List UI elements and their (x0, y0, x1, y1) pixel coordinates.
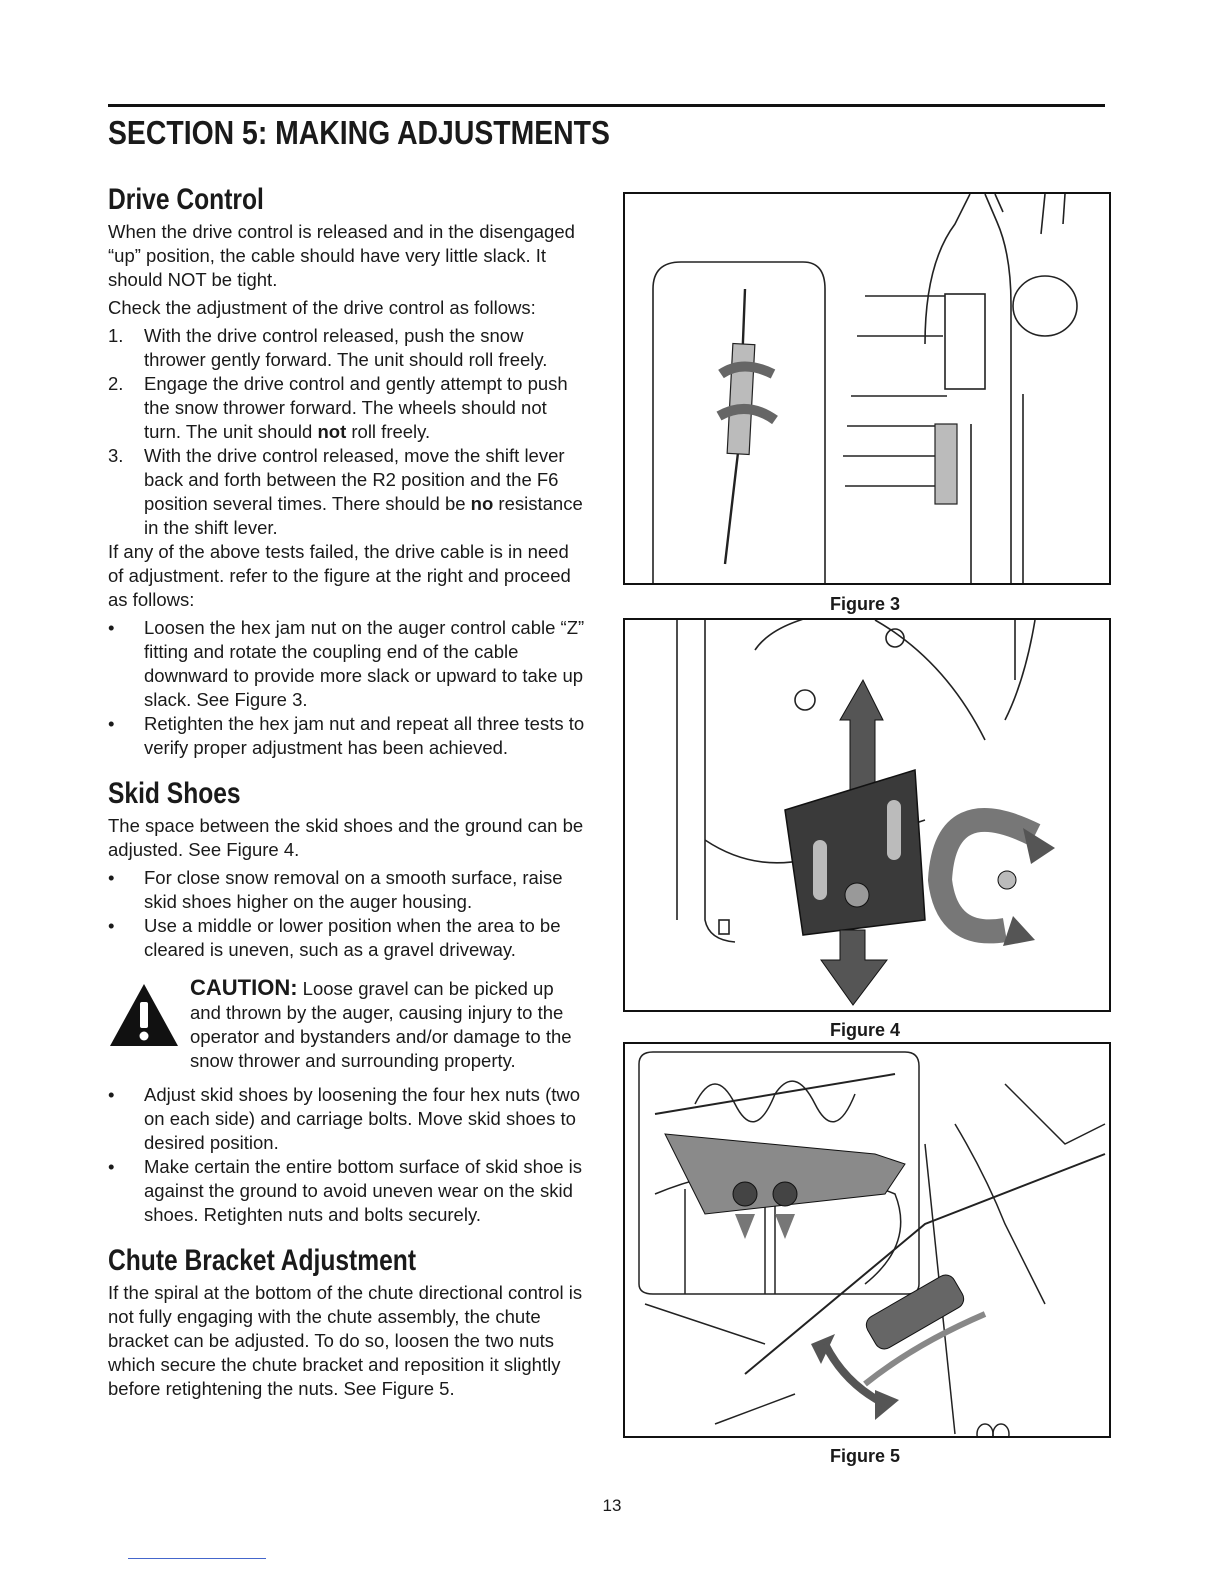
bullet-item: • For close snow removal on a smooth surface, raise skid shoes higher on the auger housing. (108, 867, 563, 912)
page-number: 13 (602, 1496, 622, 1515)
step-item: 2. Engage the drive control and gently attempt to push the snow thrower forward. The wheels should not turn. The unit should not roll freely. (108, 373, 568, 442)
figure-4-image (623, 618, 1111, 1012)
caution-block (108, 976, 586, 1073)
skid-shoes-heading: Skid Shoes (108, 777, 241, 810)
bullet-item: • Retighten the hex jam nut and repeat all three tests to verify proper adjustment has been achieved. (108, 713, 585, 758)
section-title: SECTION 5: MAKING ADJUSTMENTS (108, 114, 610, 151)
drive-control-heading: Drive Control (108, 183, 264, 216)
drive-cable-illustration (625, 194, 1109, 583)
top-rule (108, 104, 1105, 107)
figure-3-caption: Figure 3 (829, 594, 900, 614)
caution-text: Loose gravel can be picked up and thrown by the auger, causing injury to the operator and bystanders and/or damage to the snow thrower and surrounding property. (190, 978, 572, 1071)
bullet-item: • Use a middle or lower position when the area to be cleared is uneven, such as a gravel driveway. (108, 915, 561, 960)
drive-control-failed: If any of the above tests failed, the drive cable is in need of adjustment. refer to the figure at the right and proceed as follows: (108, 541, 571, 610)
drive-control-bullets (108, 616, 586, 760)
drive-control-intro: When the drive control is released and in the disengaged “up” position, the cable should have very little slack. It should NOT be tight. (108, 221, 575, 290)
warning-triangle-icon (108, 982, 180, 1048)
skid-shoe-illustration (625, 620, 1109, 1010)
step-item: 1. With the drive control released, push the snow thrower gently forward. The unit should roll freely. (108, 325, 548, 370)
bullet-item: • Adjust skid shoes by loosening the four hex nuts (two on each side) and carriage bolts. Move skid shoes to desired position. (108, 1084, 581, 1153)
chute-bracket-text: If the spiral at the bottom of the chute directional control is not fully engaging with the chute assembly, the chute bracket can be adjusted. To do so, loosen the two nuts which secure the chute bracket and reposition it slightly before retightening the nuts. See Figure 5. (108, 1282, 583, 1399)
step-item: 3. With the drive control released, move the shift lever back and forth between the R2 position and the F6 position several times. There should be no resistance in the shift lever. (108, 445, 583, 538)
bullet-item: • Make certain the entire bottom surface of skid shoe is against the ground to avoid uneven wear on the skid shoes. Retighten nuts and bolts securely. (108, 1156, 583, 1225)
skid-shoes-bullets-2 (108, 1083, 586, 1227)
figure-5-caption: Figure 5 (829, 1446, 900, 1466)
drive-control-steps (108, 324, 586, 540)
bullet-item: • Loosen the hex jam nut on the auger control cable “Z” fitting and rotate the coupling end of the cable downward to provide more slack or upward to take up slack. See Figure 3. (108, 617, 585, 710)
caution-word: CAUTION: (190, 975, 298, 1000)
figure-4-caption: Figure 4 (829, 1020, 900, 1040)
figure-5-image (623, 1042, 1111, 1438)
chute-bracket-heading: Chute Bracket Adjustment (108, 1244, 417, 1277)
skid-shoes-bullets (108, 866, 586, 962)
chute-bracket-illustration (625, 1044, 1109, 1436)
footer-line (128, 1558, 266, 1559)
skid-shoes-intro: The space between the skid shoes and the ground can be adjusted. See Figure 4. (108, 815, 584, 860)
figure-3-image (623, 192, 1111, 585)
drive-control-check: Check the adjustment of the drive control as follows: (108, 297, 536, 318)
text-column (108, 180, 586, 1405)
